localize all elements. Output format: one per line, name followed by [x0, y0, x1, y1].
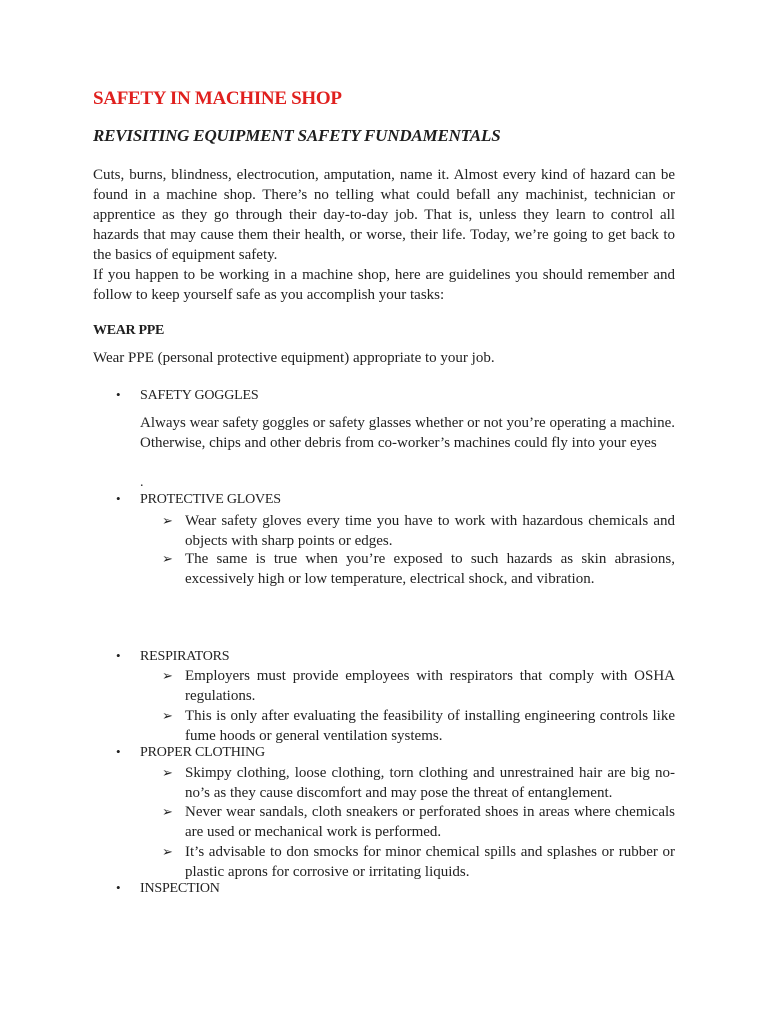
list-item-text: Employers must provide employees with respirators that comply with OSHA regulations.: [185, 668, 675, 704]
bullet-label: PROTECTIVE GLOVES: [140, 492, 281, 507]
bullet-label: INSPECTION: [140, 881, 220, 896]
list-item-text: The same is true when you’re exposed to such hazards as skin abrasions, excessively high or low temperature, electrical shock, and vibration.: [185, 551, 675, 587]
list-item: [162, 666, 675, 706]
bullet-icon: •: [116, 880, 121, 895]
goggles-text: Always wear safety goggles or safety glasses whether or not you’re operating a machine. Otherwise, chips and other debris from co-worker’s machines could fly into your eyes: [140, 415, 675, 451]
list-item: [162, 706, 675, 746]
list-item-text: It’s advisable to don smocks for minor chemical spills and splashes or rubber or plastic aprons for corrosive or irritating liquids.: [185, 844, 675, 880]
list-item-text: Skimpy clothing, loose clothing, torn clothing and unrestrained hair are big no-no’s as they cause discomfort and may pose the threat of entanglement.: [185, 765, 675, 801]
arrow-bullet-icon: ➢: [162, 844, 173, 859]
bullet-inspection: [116, 880, 220, 897]
bullet-label: SAFETY GOGGLES: [140, 388, 259, 403]
list-item: [162, 802, 675, 842]
arrow-bullet-icon: ➢: [162, 551, 173, 566]
arrow-bullet-icon: ➢: [162, 765, 173, 780]
bullet-icon: •: [116, 648, 121, 663]
intro-paragraph: If you happen to be working in a machine shop, here are guidelines you should remember and follow to keep yourself safe as you accomplish your tasks:: [93, 267, 675, 303]
trailing-period: .: [140, 475, 144, 490]
list-item: [162, 842, 675, 882]
arrow-bullet-icon: ➢: [162, 708, 173, 723]
arrow-bullet-icon: ➢: [162, 804, 173, 819]
arrow-bullet-icon: ➢: [162, 668, 173, 683]
bullet-icon: •: [116, 491, 121, 506]
intro-paragraph: Cuts, burns, blindness, electrocution, amputation, name it. Almost every kind of hazard can be found in a machine shop. There’s no telling what could befall any machinist, technician or apprentice as they go through their day-to-day job. That is, unless they learn to control all hazards that may cause them their health, or worse, their life. Today, we’re going to get back to the basics of equipment safety.: [93, 167, 675, 263]
bullet-respirators: [116, 648, 229, 665]
bullet-label: RESPIRATORS: [140, 649, 230, 664]
bullet-icon: •: [116, 744, 121, 759]
bullet-proper-clothing: [116, 744, 265, 761]
list-item: [162, 511, 675, 551]
intro: [93, 165, 675, 305]
list-item: [162, 549, 675, 589]
bullet-safety-goggles: [116, 387, 258, 404]
list-item: [162, 763, 675, 803]
page-subtitle: REVISITING EQUIPMENT SAFETY FUNDAMENTALS: [93, 126, 501, 145]
bullet-label: PROPER CLOTHING: [140, 745, 265, 760]
section-heading: WEAR PPE: [93, 323, 165, 338]
arrow-bullet-icon: ➢: [162, 513, 173, 528]
section-text: Wear PPE (personal protective equipment) appropriate to your job.: [93, 350, 495, 366]
page-title: SAFETY IN MACHINE SHOP: [93, 88, 342, 109]
bullet-protective-gloves: [116, 491, 281, 508]
list-item-text: This is only after evaluating the feasibility of installing engineering controls like fume hoods or general ventilation systems.: [185, 708, 675, 744]
bullet-icon: •: [116, 387, 121, 402]
list-item-text: Never wear sandals, cloth sneakers or perforated shoes in areas where chemicals are used or mechanical work is performed.: [185, 804, 675, 840]
list-item-text: Wear safety gloves every time you have to work with hazardous chemicals and objects with sharp points or edges.: [185, 513, 675, 549]
